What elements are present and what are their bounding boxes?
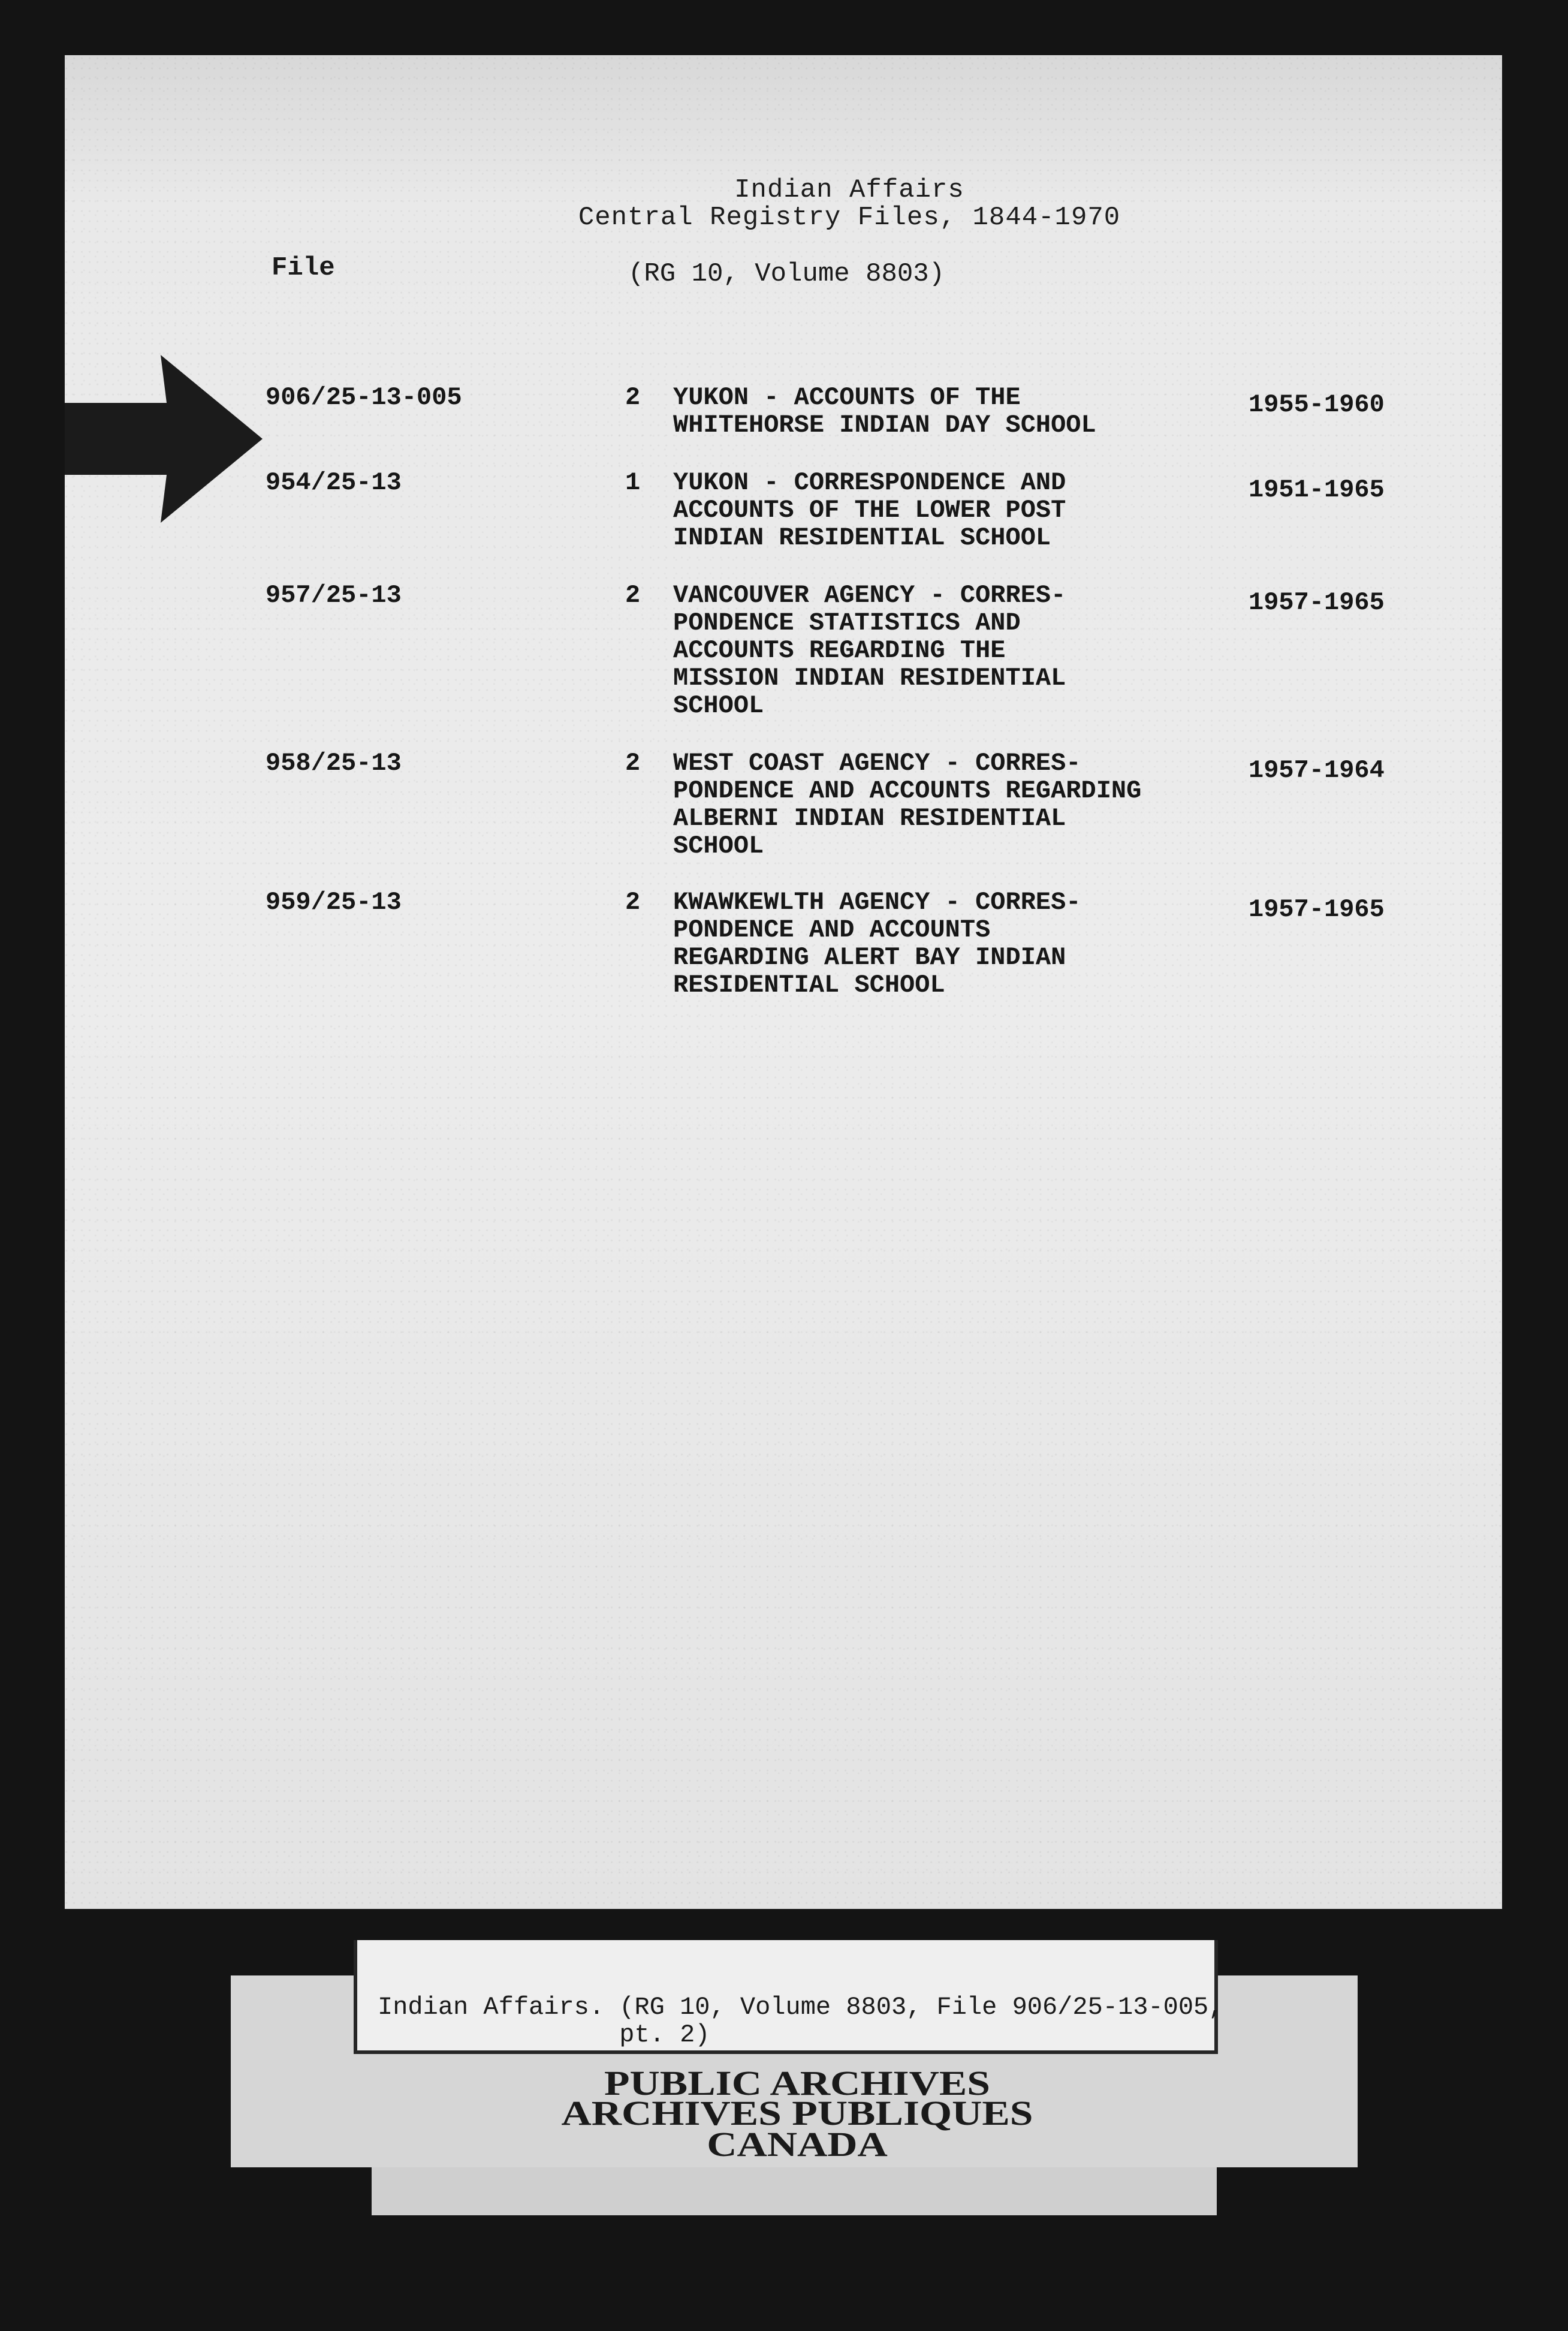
file-column-label: File [272,253,335,283]
archive-label-lower-strip [372,2167,1217,2215]
entry-description: KWAWKEWLTH AGENCY - CORRES- PONDENCE AND ACCOUNTS REGARDING ALERT BAY INDIAN RESIDENTIAL SCHOOL [673,888,1081,999]
document-page [65,55,1502,1909]
entry-part: 2 [625,749,641,778]
entry-description: YUKON - CORRESPONDENCE AND ACCOUNTS OF THE LOWER POST INDIAN RESIDENTIAL SCHOOL [673,468,1066,552]
entry-dates: 1957-1964 [1249,756,1385,785]
entry-dates: 1951-1965 [1249,475,1385,504]
entry-part: 1 [625,468,641,497]
pointer-arrow-icon [65,355,281,523]
archive-label-divider [354,2050,1218,2054]
document-title: Indian Affairs [734,175,964,205]
archive-caption: Indian Affairs. (RG 10, Volume 8803, File 906/25-13-005, pt. 2) [378,1993,1224,2049]
entry-description: WEST COAST AGENCY - CORRES- PONDENCE AND ACCOUNTS REGARDING ALBERNI INDIAN RESIDENTIAL SCHOOL [673,749,1142,860]
archives-name-french: ARCHIVES PUBLIQUES [561,2094,1033,2133]
entry-file-number: 954/25-13 [266,468,402,497]
entry-dates: 1955-1960 [1249,390,1385,419]
entry-description: VANCOUVER AGENCY - CORRES- PONDENCE STATISTICS AND ACCOUNTS REGARDING THE MISSION INDIAN RESIDENTIAL SCHOOL [673,581,1066,720]
entry-file-number: 957/25-13 [266,581,402,610]
entry-file-number: 959/25-13 [266,888,402,917]
entry-part: 2 [625,383,641,412]
entry-dates: 1957-1965 [1249,588,1385,617]
document-subtitle: Central Registry Files, 1844-1970 [578,203,1121,233]
entry-description: YUKON - ACCOUNTS OF THE WHITEHORSE INDIAN DAY SCHOOL [673,383,1096,439]
entry-part: 2 [625,888,641,917]
entry-file-number: 906/25-13-005 [266,383,462,412]
entry-dates: 1957-1965 [1249,895,1385,924]
entry-part: 2 [625,581,641,610]
entry-file-number: 958/25-13 [266,749,402,778]
volume-label: (RG 10, Volume 8803) [628,259,945,289]
archives-name-english: PUBLIC ARCHIVES [604,2064,990,2103]
archives-country: CANADA [707,2125,888,2164]
